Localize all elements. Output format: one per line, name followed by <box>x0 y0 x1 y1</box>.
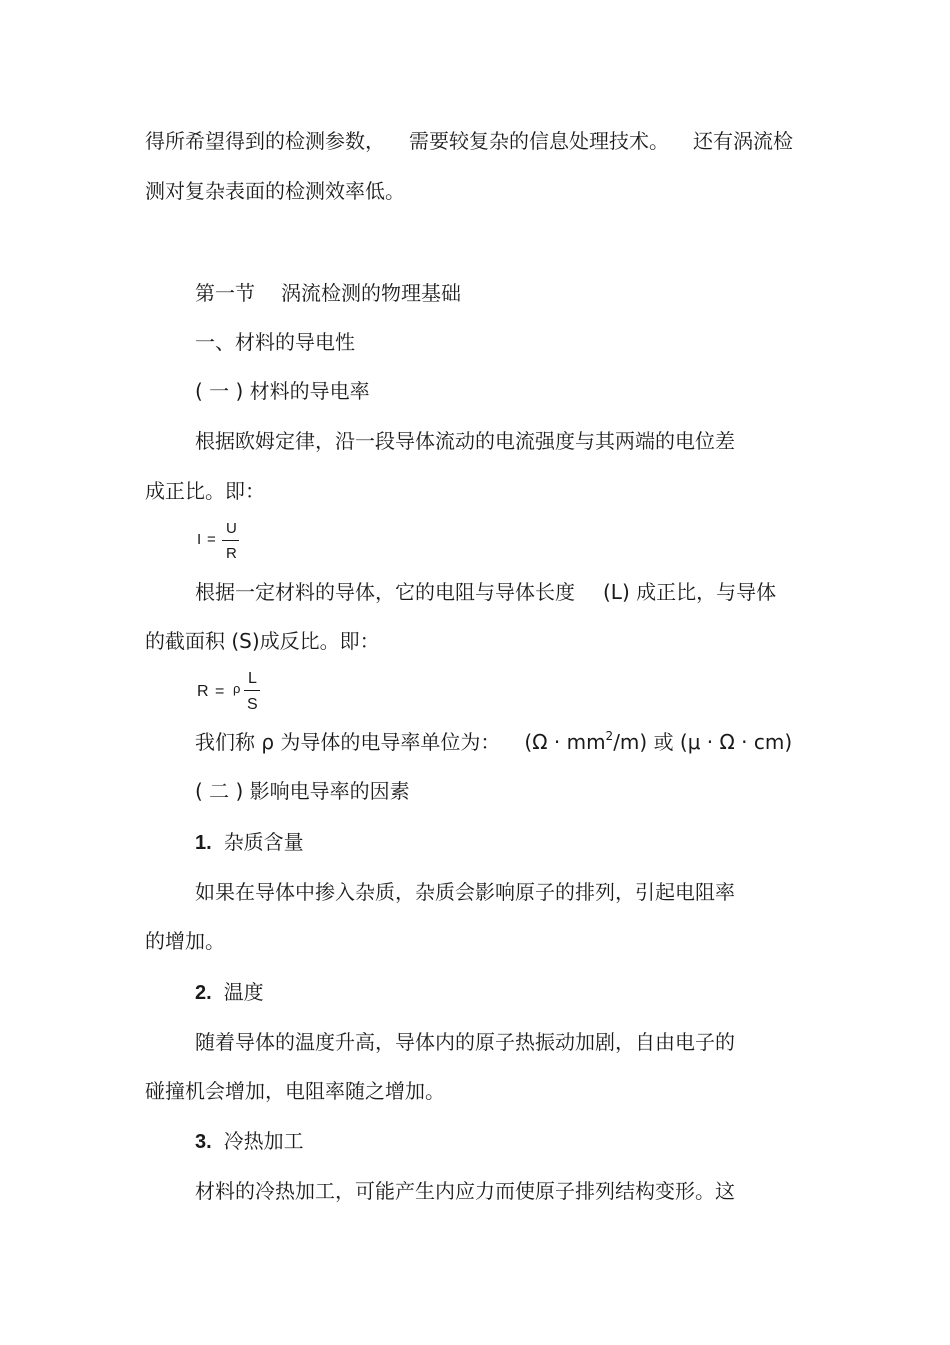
section-heading <box>195 280 461 306</box>
paragraph-line: 如果在导体中掺入杂质，杂质会影响原子的排列，引起电阻率 <box>195 880 735 904</box>
factor-heading <box>195 979 264 1006</box>
factor-title: 杂质含量 <box>223 830 304 854</box>
heading-conductivity-rate: ( 一 ) 材料的导电率 <box>195 379 370 403</box>
paragraph-line: 测对复杂表面的检测效率低。 <box>145 179 405 203</box>
fraction-bar <box>244 690 260 691</box>
fraction-bar <box>222 540 239 541</box>
factor-title: 温度 <box>223 980 264 1004</box>
heading-conductivity-factors: ( 二 ) 影响电导率的因素 <box>195 779 410 803</box>
factor-heading <box>195 1128 304 1155</box>
text-segment: 还有涡流检 <box>693 129 793 153</box>
formula-equals: = <box>207 531 216 548</box>
formula-numerator: L <box>248 670 257 687</box>
heading-material-conductivity: 一、材料的导电性 <box>195 330 355 354</box>
paragraph-line: 根据欧姆定律，沿一段导体流动的电流强度与其两端的电位差 <box>195 429 735 453</box>
formula-denominator: R <box>226 545 237 562</box>
paragraph-line: 随着导体的温度升高，导体内的原子热振动加剧，自由电子的 <box>195 1030 735 1054</box>
factor-title: 冷热加工 <box>223 1129 304 1153</box>
paragraph-line: 材料的冷热加工，可能产生内应力而使原子排列结构变形。这 <box>195 1179 735 1203</box>
text-segment: 得所希望得到的检测参数， <box>145 129 385 153</box>
factor-number: 1. <box>195 832 212 854</box>
paragraph-line: 碰撞机会增加，电阻率随之增加。 <box>145 1079 445 1103</box>
formula-ohm-law <box>195 518 255 564</box>
text-segment: 我们称 ρ 为导体的电导率单位为： <box>195 730 501 754</box>
factor-heading <box>195 829 304 856</box>
text-segment: 需要较复杂的信息处理技术。 <box>409 129 669 153</box>
paragraph-line: 成正比。即： <box>145 479 265 503</box>
paragraph-line: 的截面积 (S)成反比。即： <box>145 629 380 653</box>
section-title: 涡流检测的物理基础 <box>281 281 461 305</box>
paragraph-line <box>195 579 776 605</box>
paragraph-line <box>145 128 793 154</box>
section-number: 第一节 <box>195 281 255 305</box>
text-segment: (L) 成正比，与导体 <box>603 580 777 604</box>
unit-superscript: 2 <box>605 729 614 743</box>
formula-numerator: U <box>226 520 237 537</box>
formula-denominator: S <box>247 696 258 713</box>
factor-number: 3. <box>195 1131 212 1153</box>
factor-number: 2. <box>195 982 212 1004</box>
paragraph-line: 的增加。 <box>145 929 225 953</box>
unit-text: (Ω · mm <box>524 730 606 754</box>
formula-resistance <box>195 668 275 716</box>
paragraph-line <box>195 729 792 755</box>
formula-lhs: R <box>197 683 209 700</box>
text-segment: 根据一定材料的导体，它的电阻与导体长度 <box>195 580 575 604</box>
unit-text: /m) 或 (μ · Ω · cm) <box>613 730 793 754</box>
formula-rho: ρ <box>233 681 241 696</box>
formula-equals: = <box>215 683 225 700</box>
formula-lhs: I <box>197 531 202 548</box>
